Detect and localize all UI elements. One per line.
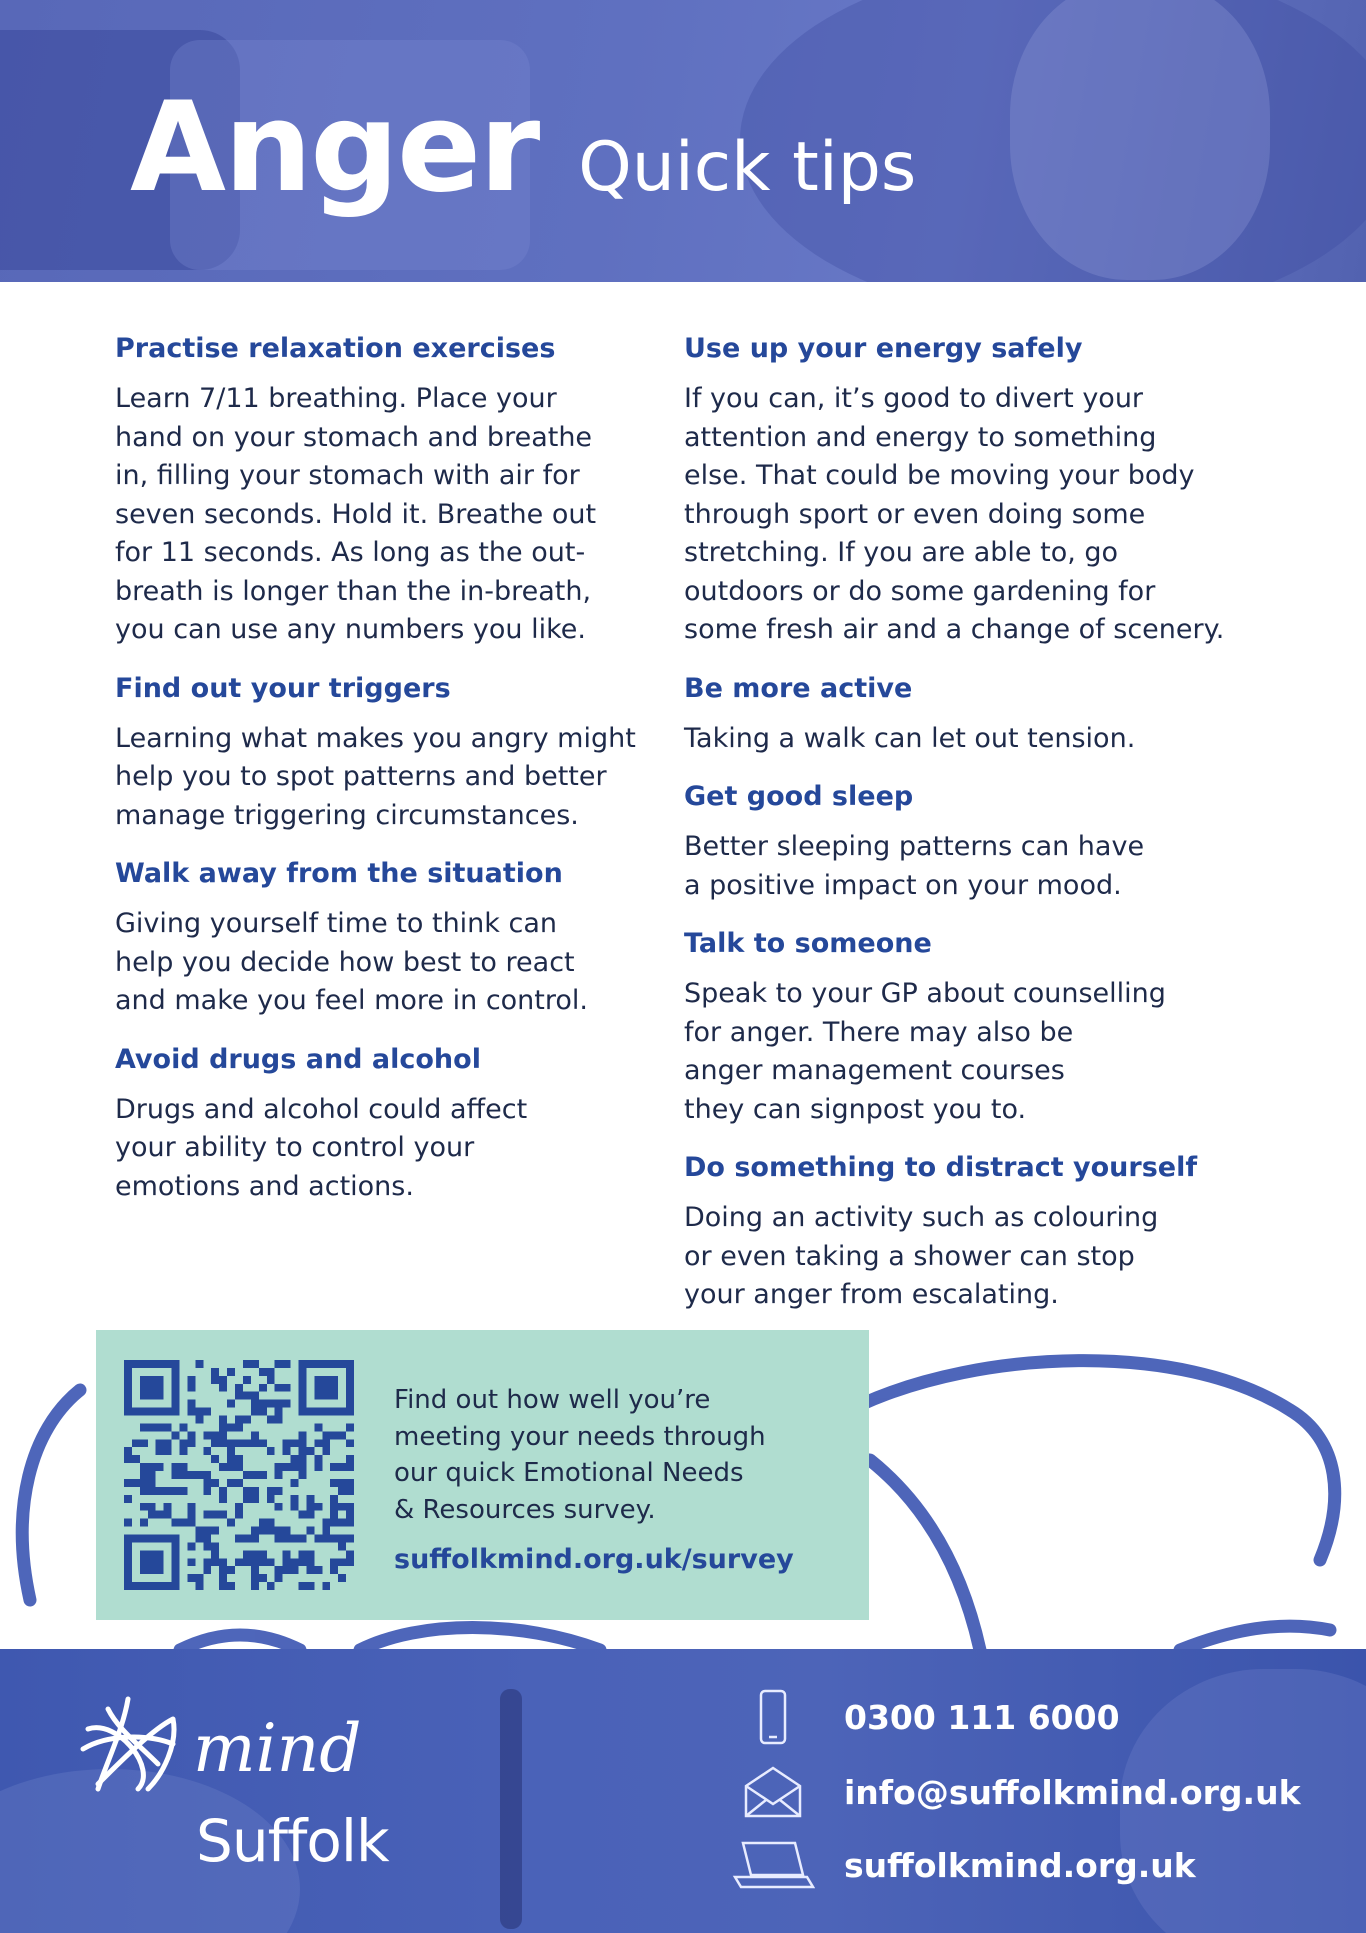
survey-link[interactable]: suffolkmind.org.uk/survey	[394, 1544, 794, 1575]
mind-suffolk-logo	[78, 1689, 438, 1889]
tip-heading: Walk away from the situation	[115, 858, 563, 889]
laptop-icon	[728, 1835, 818, 1895]
tip-sleep	[684, 778, 1284, 905]
title-subtitle: Quick tips	[578, 128, 917, 207]
tip-heading: Talk to someone	[684, 928, 932, 959]
tip-body: Taking a walk can let out tension.	[684, 722, 1136, 754]
tip-body: Speak to your GP about counselling for anger. There may also be anger management courses they can signpost you to.	[684, 978, 1166, 1125]
footer-photo-shade	[500, 1689, 522, 1929]
phone-number[interactable]: 0300 111 6000	[844, 1697, 1120, 1737]
footer	[0, 1649, 1366, 1933]
email-address[interactable]: info@suffolkmind.org.uk	[844, 1772, 1301, 1812]
tip-heading: Use up your energy safely	[684, 333, 1083, 364]
tip-heading: Find out your triggers	[115, 672, 451, 704]
tip-body: Better sleeping patterns can have a positive impact on your mood.	[684, 831, 1145, 901]
title-main: Anger	[130, 76, 539, 220]
tip-walk-away	[115, 855, 675, 1021]
tip-heading: Get good sleep	[684, 781, 914, 812]
tips-column-right	[684, 330, 1284, 1335]
website-url[interactable]: suffolkmind.org.uk	[844, 1845, 1196, 1885]
mind-logo-word: mind	[193, 1710, 362, 1787]
tip-heading: Avoid drugs and alcohol	[115, 1043, 481, 1075]
qr-code-icon[interactable]	[124, 1360, 354, 1590]
tip-body: Learning what makes you angry might help you to spot patterns and better manage triggering circumstances.	[115, 722, 636, 831]
tip-heading: Do something to distract yourself	[684, 1152, 1198, 1183]
tip-body: Drugs and alcohol could affect your ability to control your emotions and actions.	[115, 1093, 528, 1202]
phone-icon	[728, 1687, 818, 1747]
tip-heading: Practise relaxation exercises	[115, 333, 556, 364]
survey-text: Find out how well you’re meeting your needs through our quick Emotional Needs & Resources survey.	[394, 1385, 766, 1525]
contact-website[interactable]	[728, 1835, 1328, 1895]
envelope-icon	[728, 1762, 818, 1822]
tip-avoid-drugs	[115, 1041, 675, 1207]
tip-active	[684, 670, 1284, 759]
tip-relaxation	[115, 330, 675, 650]
tip-distract	[684, 1149, 1284, 1315]
header-banner	[0, 0, 1366, 282]
page-title	[130, 76, 917, 220]
tip-body: Learn 7/11 breathing. Place your hand on your stomach and breathe in, filling your stomach with air for seven seconds. Hold it. Breathe out for 11 seconds. As long as the out- breath is longer than the in-breath, you can use any numbers you like.	[115, 383, 597, 645]
logo-suffolk-text: Suffolk	[196, 1807, 389, 1875]
survey-box	[96, 1330, 869, 1620]
tips-column-left	[115, 330, 675, 1226]
tip-body: Giving yourself time to think can help you decide how best to react and make you feel more in control.	[115, 908, 588, 1016]
contact-phone[interactable]	[728, 1687, 1328, 1747]
mind-logo-icon	[78, 1689, 378, 1809]
contact-email[interactable]	[728, 1762, 1328, 1822]
tip-talk	[684, 925, 1284, 1129]
tip-body: Doing an activity such as colouring or even taking a shower can stop your anger from escalating.	[684, 1202, 1159, 1310]
tip-heading: Be more active	[684, 672, 913, 704]
tip-energy	[684, 330, 1284, 650]
tip-triggers	[115, 670, 675, 836]
tip-body: If you can, it’s good to divert your attention and energy to something else. That could be moving your body through sport or even doing some stretching. If you are able to, go outdoors or do some gardening for some fresh air and a change of scenery.	[684, 383, 1225, 645]
header-photo-shade	[1010, 0, 1270, 280]
